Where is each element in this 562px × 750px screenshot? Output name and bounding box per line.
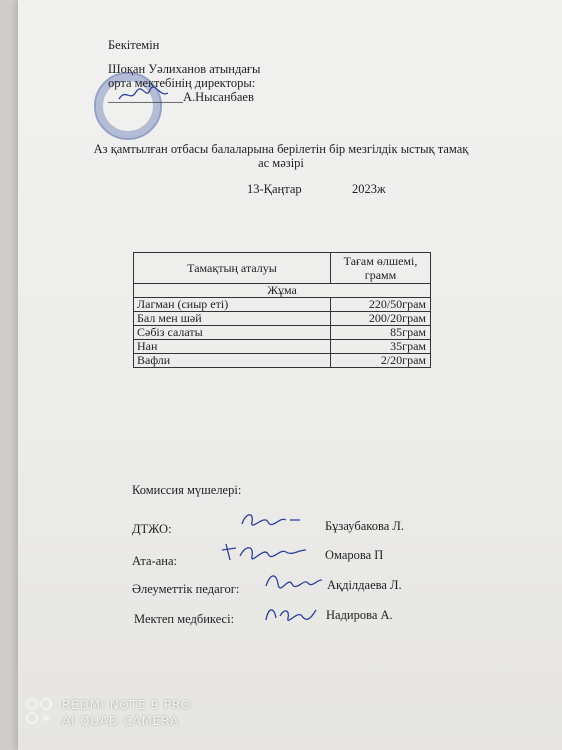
dish-name: Вафли: [134, 354, 331, 368]
table-header-row: [134, 253, 431, 284]
signature-3: [262, 568, 324, 594]
director-signature: [116, 84, 172, 106]
approval-heading: Бекітемін: [108, 38, 160, 52]
member-role: Ата-ана:: [132, 554, 177, 568]
signature-1: [238, 508, 304, 532]
commission-heading: Комиссия мүшелері:: [132, 483, 242, 497]
table-row: [134, 326, 431, 340]
member-name: Ақділдаева Л.: [327, 578, 402, 592]
table-row: [134, 340, 431, 354]
menu-table: [133, 252, 431, 368]
dish-name: Сәбіз салаты: [134, 326, 331, 340]
member-role: Әлеуметтік педагог:: [132, 582, 240, 596]
table-row: [134, 284, 431, 298]
approval-line-1: Шоқан Уәлиханов атындағы: [108, 62, 261, 76]
date-day: 13-Қаңтар: [247, 182, 302, 196]
table-row: [134, 312, 431, 326]
date-year: 2023ж: [352, 182, 386, 196]
member-name: Омарова П: [325, 548, 384, 562]
watermark-line-1: REDMI NOTE 9 PRO: [62, 698, 192, 712]
member-role: Мектеп медбикесі:: [134, 612, 235, 626]
document-title-line-1: Аз қамтылған отбасы балаларына берілетін бір мезгілдік ыстық тамақ: [93, 142, 469, 156]
approval-line-3: ____________А.Нысанбаев: [108, 90, 254, 104]
dish-name: Нан: [134, 340, 331, 354]
dish-amount: 220/50грам: [331, 298, 431, 312]
watermark-line-2: AI QUAD CAMERA: [62, 714, 179, 728]
dish-amount: 35грам: [331, 340, 431, 354]
member-name: Надирова А.: [326, 608, 393, 622]
dish-name: Бал мен шәй: [134, 312, 331, 326]
dish-name: Лагман (сиыр еті): [134, 298, 331, 312]
signature-4: [262, 600, 320, 628]
dish-amount: 2/20грам: [331, 354, 431, 368]
header-portion: Тағам өлшемі, грамм: [331, 253, 431, 284]
dish-amount: 200/20грам: [331, 312, 431, 326]
signature-2: [220, 538, 310, 566]
header-dish-name: Тамақтың аталуы: [134, 253, 331, 284]
table-row: [134, 354, 431, 368]
document-title-line-2: ас мәзірі: [258, 156, 304, 170]
camera-watermark-icon: [24, 696, 54, 726]
approval-line-2: орта мектебінің директоры:: [108, 76, 256, 90]
day-label: Жұма: [134, 284, 431, 298]
member-role: ДТЖО:: [132, 522, 172, 536]
table-row: [134, 298, 431, 312]
member-name: Бұзаубакова Л.: [325, 519, 404, 533]
dish-amount: 85грам: [331, 326, 431, 340]
